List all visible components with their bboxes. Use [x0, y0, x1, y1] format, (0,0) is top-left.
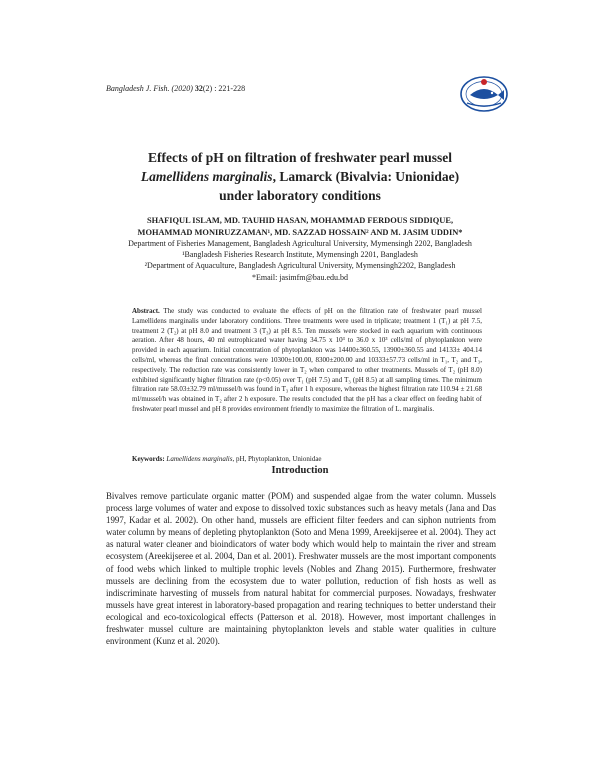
keywords-species: Lamellidens marginalis	[166, 455, 233, 463]
title-line-2	[60, 167, 540, 186]
journal-logo-icon	[458, 73, 510, 113]
email: *Email: jasimfm@bau.edu.bd	[251, 272, 348, 282]
citation-year: (2020)	[171, 84, 193, 93]
title-line-3: under laboratory conditions	[219, 188, 381, 203]
paper-title	[60, 148, 540, 205]
keywords-label: Keywords:	[132, 455, 165, 463]
title-line-1: Effects of pH on filtration of freshwater pearl mussel	[148, 150, 452, 165]
abstract-text: The study was conducted to evaluate the effects of pH on the filtration rate of freshwater pearl mussel Lamellidens marginalis under laboratory conditions. Three treatments were used in triplicate; treatment 1 (T₁) at pH 7.5, treatment 2 (T₂) at pH 8.0 and treatment 3 (T₃) at pH 8.5. Ten mussels were stocked in each aquarium with continuous aeration. After 48 hours, 40 ml eutrophicated water having 34.75 x 10³ to 36.0 x 10³ cells/ml of phytoplankton were provided in each aquarium. Initial concentration of phytoplankton was 14400±360.55, 13900±360.55 and 14133± 404.14 cells/ml, whereas the final concentrations were 10300±100.00, 8300±200.00 and 10333±57.73 cells/ml in T₁, T₂ and T₃, respectively. The reduction rate was consistently lower in T₂ when compared to other treatments. Mussels of T₂ (pH 8.0) exhibited significantly higher filtration rate (p<0.05) over T₁ (pH 7.5) and T₃ (pH 8.5) at all sampling times. The minimum filtration rate 58.03±32.79 ml/mussel/h was found in T₃ after 1 h exposure, whereas the highest filtration rate 110.94 ± 21.68 ml/mussel/h was obtained in T₂ after 2 h exposure. The results concluded that the pH has a clear effect on feeding habit of freshwater pearl mussel and pH 8 provides environment friendly to maximize the filtration of L. marginalis.	[132, 307, 482, 413]
author-list	[60, 215, 540, 239]
abstract	[132, 307, 482, 415]
keywords	[132, 455, 482, 463]
keywords-rest: , pH, Phytoplankton, Unionidae	[232, 455, 322, 463]
affiliation-3: ²Department of Aquaculture, Bangladesh Agricultural University, Mymensingh2202, Bangladesh	[144, 261, 456, 271]
authors-line-2: MOHAMMAD MONIRUZZAMAN¹, MD. SAZZAD HOSSAIN² AND M. JASIM UDDIN*	[137, 228, 463, 237]
journal-name: Bangladesh J. Fish.	[106, 84, 170, 93]
affiliation-1: Department of Fisheries Management, Bangladesh Agricultural University, Mymensingh 2202, Bangladesh	[128, 239, 472, 248]
title-species: Lamellidens marginalis	[140, 169, 273, 184]
affiliations	[60, 238, 540, 283]
journal-citation	[106, 84, 245, 93]
citation-volume: 32	[194, 84, 203, 93]
citation-issue-pages: (2) : 221-228	[202, 84, 246, 93]
section-heading-introduction: Introduction	[271, 465, 329, 476]
title-line-2-rest: , Lamarck (Bivalvia: Unionidae)	[272, 169, 460, 184]
abstract-label: Abstract.	[132, 307, 160, 315]
affiliation-2: ¹Bangladesh Fisheries Research Institute, Mymensingh 2201, Bangladesh	[182, 250, 418, 260]
authors-line-1: SHAFIQUL ISLAM, MD. TAUHID HASAN, MOHAMMAD FERDOUS SIDDIQUE,	[146, 216, 454, 225]
introduction-paragraph: Bivalves remove particulate organic matter (POM) and suspended algae from the water column. Mussels process large volumes of water and expose to dissolved toxic substances such as heavy metals (Jana and Das 1997, Kadar et al. 2002). On other hand, mussels are efficient filter feeders and can siphon nutrients from water column by means of depleting phytoplankton (Soto and Mena 1999, Areekijseree et al. 2004). They act as natural water cleaner and bioindicators of water body which would help to maintain the river and stream ecosystem (Areekijseree et al. 2004, Dan et al. 2001). Freshwater mussels are the most important components of food webs which linked to multiple trophic levels (Nobles and Zhang 2015). Furthermore, freshwater mussels are declining from the ecosystem due to water pollution, reduction of fish hosts as well as indiscriminate harvesting of mussels from natural habitat for commercial purposes. Nowadays, freshwater mussels have great interest in laboratory-based propagation and rearing techniques to better understand their ecological and eco-toxicological effects (Patterson et al. 2018). However, most important challenges in freshwater mussel culture are maintaining phytoplankton levels and stable water qualities in culture environment (Kunz et al. 2020).	[106, 491, 496, 647]
